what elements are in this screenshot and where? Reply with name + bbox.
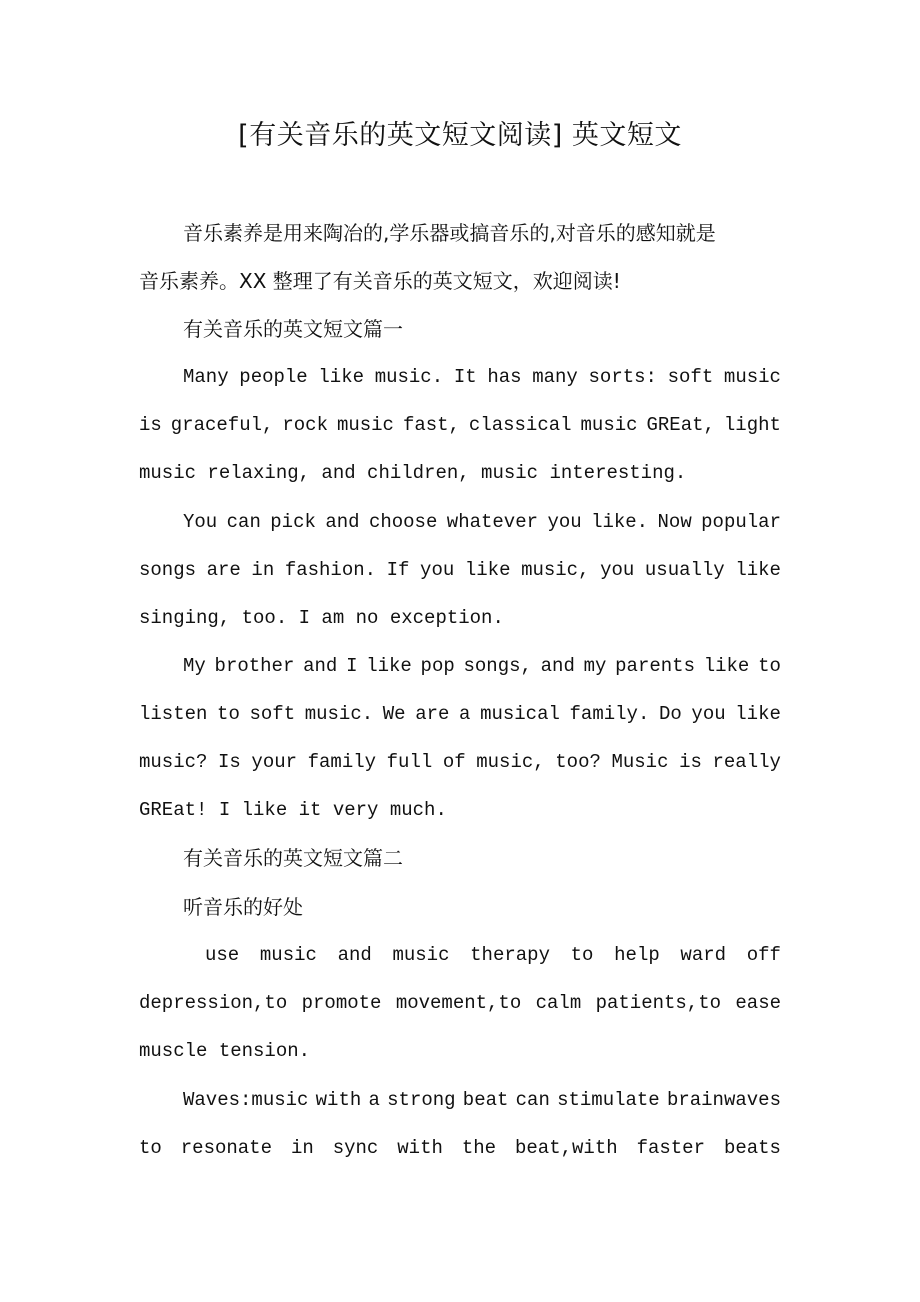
word: light [723,414,781,436]
word: pick [270,511,316,533]
s1p3-line-3 [139,747,781,777]
word: and [303,655,338,677]
word: therapy [470,944,550,966]
word: you [420,559,455,581]
s1p3-line-4: GREat! I like it very much. [139,799,447,821]
word: brother [214,655,295,677]
word: too? [555,751,601,773]
word: to [758,655,781,677]
word: calm [535,992,582,1014]
word: music, [521,559,590,581]
word: music [336,414,394,436]
word: like [735,703,781,725]
word: You [183,511,218,533]
word: graceful, [170,414,274,436]
word: people [239,366,308,388]
word: usually [644,559,725,581]
word: and [540,655,575,677]
word: patients,to [595,992,722,1014]
word: help [614,944,660,966]
section2-subheading: 听音乐的好处 [183,895,303,919]
word: soft [249,703,296,725]
word: family [307,751,377,773]
word: resonate [180,1137,272,1159]
s2p1-line-2 [139,988,781,1018]
word: My [183,655,206,677]
word: music? [139,751,208,773]
word: with [315,1089,362,1111]
word: and [337,944,372,966]
section2-heading: 有关音乐的英文短文篇二 [183,846,403,870]
word: your [251,751,298,773]
word: beat,with [515,1137,618,1159]
section1-heading: 有关音乐的英文短文篇一 [183,317,403,341]
word: you [691,703,726,725]
word: like [464,559,511,581]
word: stimulate [557,1089,660,1111]
word: Music [611,751,669,773]
word: If [386,559,410,581]
word: Is [218,751,241,773]
word: music [259,944,317,966]
word: beats [723,1137,781,1159]
word: the [461,1137,497,1159]
word: music. [304,703,374,725]
word: faster [636,1137,705,1159]
word: of [442,751,466,773]
word: and [325,511,360,533]
word: like [366,655,412,677]
word: can [226,511,261,533]
s1p2-line-2 [139,555,781,585]
s2p2-line-2 [139,1133,781,1163]
s1p1-line-1 [183,362,781,392]
word: is [139,414,162,436]
s1p3-line-2 [139,699,781,729]
word: music. [374,366,444,388]
word: like [703,655,750,677]
word: music [723,366,781,388]
word: you [547,511,582,533]
word: with [397,1137,443,1159]
word: movement,to [395,992,522,1014]
word: like. [591,511,649,533]
word: are [415,703,450,725]
word: family. [569,703,650,725]
word: ease [735,992,781,1014]
s1p2-line-1 [183,507,781,537]
word: classical [468,414,572,436]
word: has [487,366,522,388]
word: you [600,559,635,581]
word: Waves:music [183,1089,309,1111]
word: fashion. [284,559,377,581]
document-title: [有关音乐的英文短文阅读] 英文短文 [238,120,682,151]
word: full [386,751,433,773]
s2p2-line-1 [183,1085,781,1115]
word: music [580,414,638,436]
word: musical [480,703,560,725]
s1p3-line-1 [183,651,781,681]
word: depression,to [139,992,288,1014]
word: many [532,366,578,388]
word: I [346,655,358,677]
word: fast, [402,414,460,436]
word: like [735,559,781,581]
word: a [459,703,471,725]
word: music, [476,751,545,773]
word: like [318,366,365,388]
word: to [139,1137,162,1159]
word: to [570,944,594,966]
word: We [382,703,406,725]
intro-line-1: 音乐素养是用来陶冶的,学乐器或搞音乐的,对音乐的感知就是 [183,221,716,245]
word: Now [657,511,692,533]
word: listen [139,703,208,725]
s2p1-line-1 [205,940,781,970]
word: to [217,703,240,725]
s1p1-line-3: music relaxing, and children, music interesting. [139,462,687,484]
word: beat [462,1089,509,1111]
word: strong [387,1089,456,1111]
word: Many [183,366,229,388]
word: can [515,1089,550,1111]
word: parents [615,655,695,677]
word: really [712,751,781,773]
word: sync [332,1137,379,1159]
s2p1-line-3: muscle tension. [139,1040,311,1062]
word: soft [667,366,714,388]
word: in [251,559,275,581]
intro-line-2: 音乐素养。XX 整理了有关音乐的英文短文，欢迎阅读! [139,269,621,293]
word: popular [701,511,781,533]
word: whatever [446,511,539,533]
word: songs [139,559,197,581]
word: pop [420,655,455,677]
word: use [205,944,240,966]
word: rock [282,414,328,436]
word: ward [680,944,727,966]
word: songs, [463,655,532,677]
s1p1-line-2 [139,410,781,440]
word: sorts: [588,366,657,388]
word: promote [301,992,382,1014]
word: music [392,944,450,966]
word: It [453,366,477,388]
s1p2-line-3: singing, too. I am no exception. [139,607,504,629]
word: GREat, [646,414,715,436]
word: my [583,655,607,677]
word: choose [368,511,438,533]
word: is [679,751,702,773]
word: Do [658,703,682,725]
word: off [746,944,781,966]
word: in [290,1137,314,1159]
word: brainwaves [666,1089,781,1111]
word: are [206,559,241,581]
word: a [368,1089,380,1111]
